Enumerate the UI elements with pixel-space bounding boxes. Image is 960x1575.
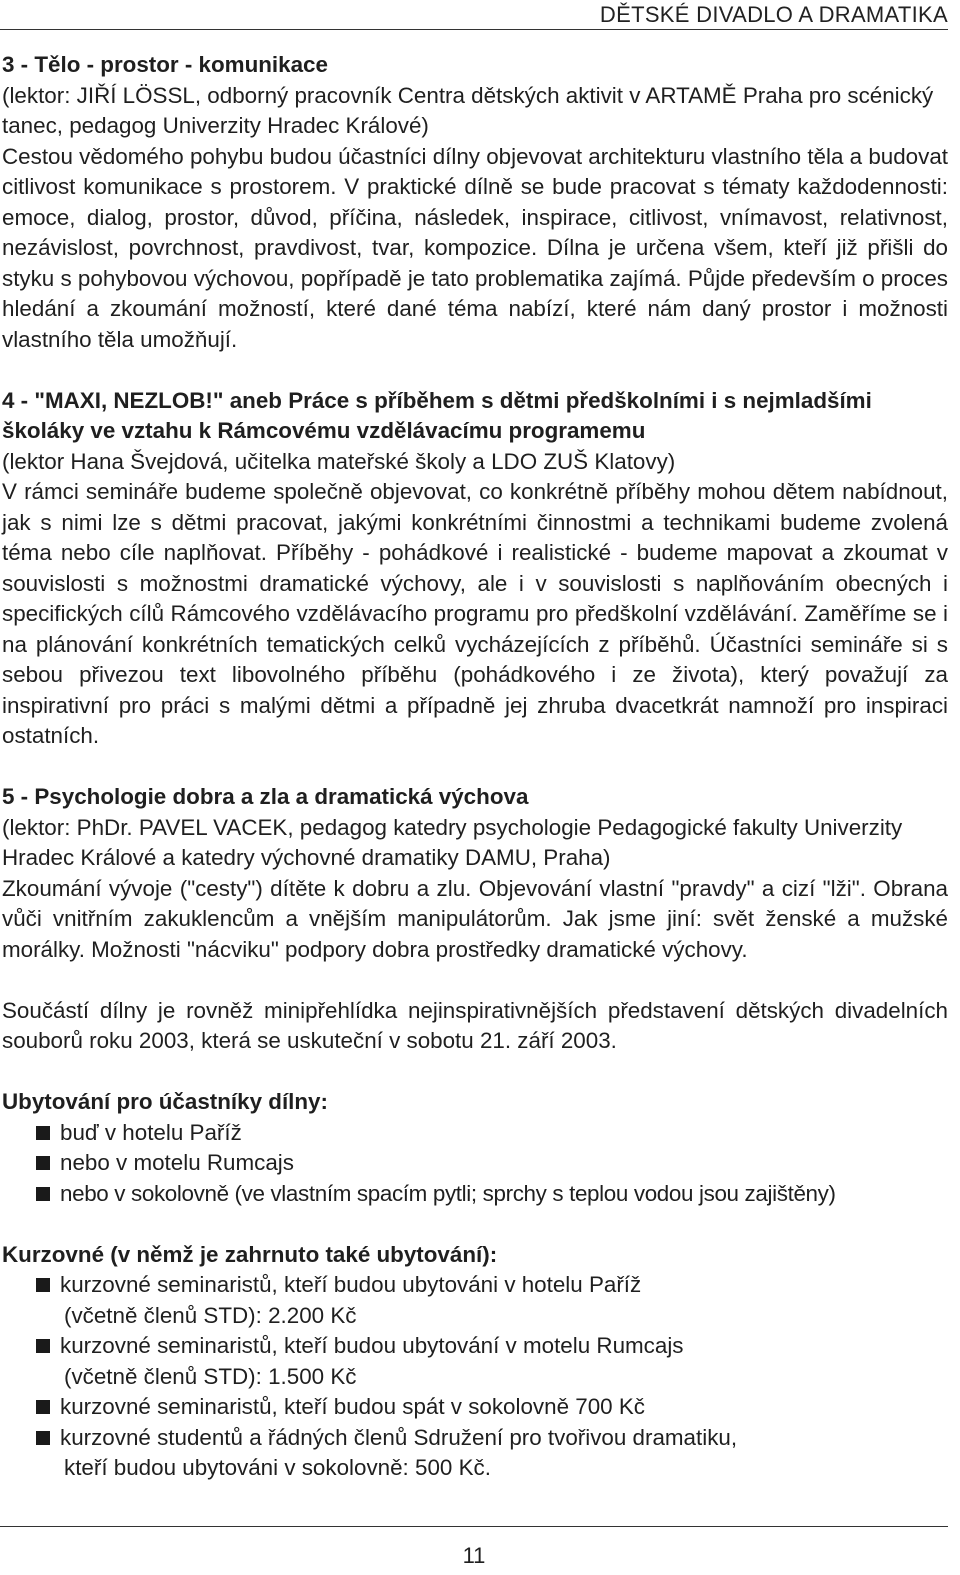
workshop-5-text: Zkoumání vývoje ("cesty") dítěte k dobru a zlu. Objevování vlastní "pravdy" a cizí "lži". Obrana vůči vnitřním zakuklencům a vnějším manipulátorům. Jak jsme jiní: svět ženské a mužské morálky. Možnosti "nácviku" podpory dobra prostředky dramatické výchovy. xyxy=(2,875,948,962)
running-header xyxy=(0,0,948,30)
festival-note: Součástí dílny je rovněž minipřehlídka nejinspirativnějších představení dětských divadelních souborů roku 2003, která se uskuteční v sobotu 21. září 2003. xyxy=(2,997,948,1053)
spacer xyxy=(2,355,948,386)
workshop-5-title: 5 - Psychologie dobra a zla a dramatická výchova xyxy=(2,784,529,809)
spacer xyxy=(2,1209,948,1240)
accommodation-title: Ubytování pro účastníky dílny: xyxy=(2,1089,328,1114)
workshop-4-lecturer: (lektor Hana Švejdová, učitelka mateřské školy a LDO ZUŠ Klatovy) xyxy=(2,448,676,474)
list-item: nebo v motelu Rumcajs xyxy=(36,1148,948,1179)
list-item: nebo v sokolovně (ve vlastním spacím pytli; sprchy s teplou vodou jsou zajištěny) xyxy=(36,1179,948,1210)
list-item: kurzovné studentů a řádných členů Sdružení pro tvořivou dramatiku, kteří budou ubytováni v sokolovně: 500 Kč. xyxy=(36,1423,948,1484)
fees-list xyxy=(2,1270,948,1484)
page-number: 11 xyxy=(462,1543,486,1568)
spacer xyxy=(2,1057,948,1088)
page-content xyxy=(2,50,948,1484)
workshop-3-lecturer: (lektor: JIŘÍ LÖSSL, odborný pracovník Centra dětských aktivit v ARTAMĚ Praha pro scénický tanec, pedagog Univerzity Hradec Králové) xyxy=(2,82,934,138)
spacer xyxy=(2,752,948,783)
list-item: kurzovné seminaristů, kteří budou spát v sokolovně 700 Kč xyxy=(36,1392,948,1423)
spacer xyxy=(2,965,948,996)
list-item: kurzovné seminaristů, kteří budou ubytování v motelu Rumcajs (včetně členů STD): 1.500 Kč xyxy=(36,1331,948,1392)
workshop-3-text: Cestou vědomého pohybu budou účastníci dílny objevovat architekturu vlastního těla a budovat citlivost komunikace s prostorem. V praktické dílně se bude pracovat s tématy každodennosti: emoce, dialog, prostor, důvod, příčina, následek, inspirace, citlivost, vnímavost, relativnost, nezávislost, povrchnost, pravdivost, tvar, kompozice. Dílna je určena všem, kteří již přišli do styku s pohybovou výchovou, popřípadě je tato problematika zajímá. Půjde především o proces hledání a zkoumání možností, které dané téma nabízí, které nám daný prostor i možnosti vlastního těla umožňují. xyxy=(2,143,948,352)
workshop-3 xyxy=(2,50,948,355)
accommodation-list xyxy=(2,1118,948,1210)
workshop-5 xyxy=(2,782,948,965)
fees-title: Kurzovné (v němž je zahrnuto také ubytování): xyxy=(2,1241,498,1267)
list-item: kurzovné seminaristů, kteří budou ubytováni v hotelu Paříž (včetně členů STD): 2.200 Kč xyxy=(36,1270,948,1331)
header-title: DĚTSKÉ DIVADLO A DRAMATIKA xyxy=(599,2,948,27)
workshop-5-lecturer: (lektor: PhDr. PAVEL VACEK, pedagog katedry psychologie Pedagogické fakulty Univerzity Hradec Králové a katedry výchovné dramatiky DAMU, Praha) xyxy=(2,814,903,870)
workshop-4-text: V rámci semináře budeme společně objevovat, co konkrétně příběhy mohou dětem nabídnout, jak s nimi lze s dětmi pracovat, jakými konkrétními činnostmi a technikami budeme zvolená téma nebo cíle naplňovat. Příběhy - pohádkové i realistické - budeme mapovat a zkoumat v souvislosti s možnostmi dramatické výchovy, ale i v souvislosti s naplňováním obecných i specifických cílů Rámcového vzdělávacího programu pro předškolní vzdělávání. Zaměříme se i na plánování konkrétních tematických celků vycházejících z příběhů. Účastníci semináře si s sebou přivezou text libovolného příběhu (pohádkového i ze života), který považují za inspirativní pro práci s malými dětmi a případně jej zhruba dvacetkrát namnoží pro inspiraci ostatních. xyxy=(2,479,948,748)
workshop-4-title: 4 - "MAXI, NEZLOB!" aneb Práce s příběhem s dětmi předškolními i s nejmladšími školáky ve vztahu k Rámcovému vzdělávacímu programemu xyxy=(2,387,872,443)
fees-section xyxy=(2,1240,948,1484)
accommodation-section xyxy=(2,1087,948,1209)
workshop-4 xyxy=(2,386,948,752)
footer-divider xyxy=(0,1526,948,1527)
workshop-3-title: 3 - Tělo - prostor - komunikace xyxy=(2,52,328,77)
list-item: buď v hotelu Paříž xyxy=(36,1118,948,1149)
